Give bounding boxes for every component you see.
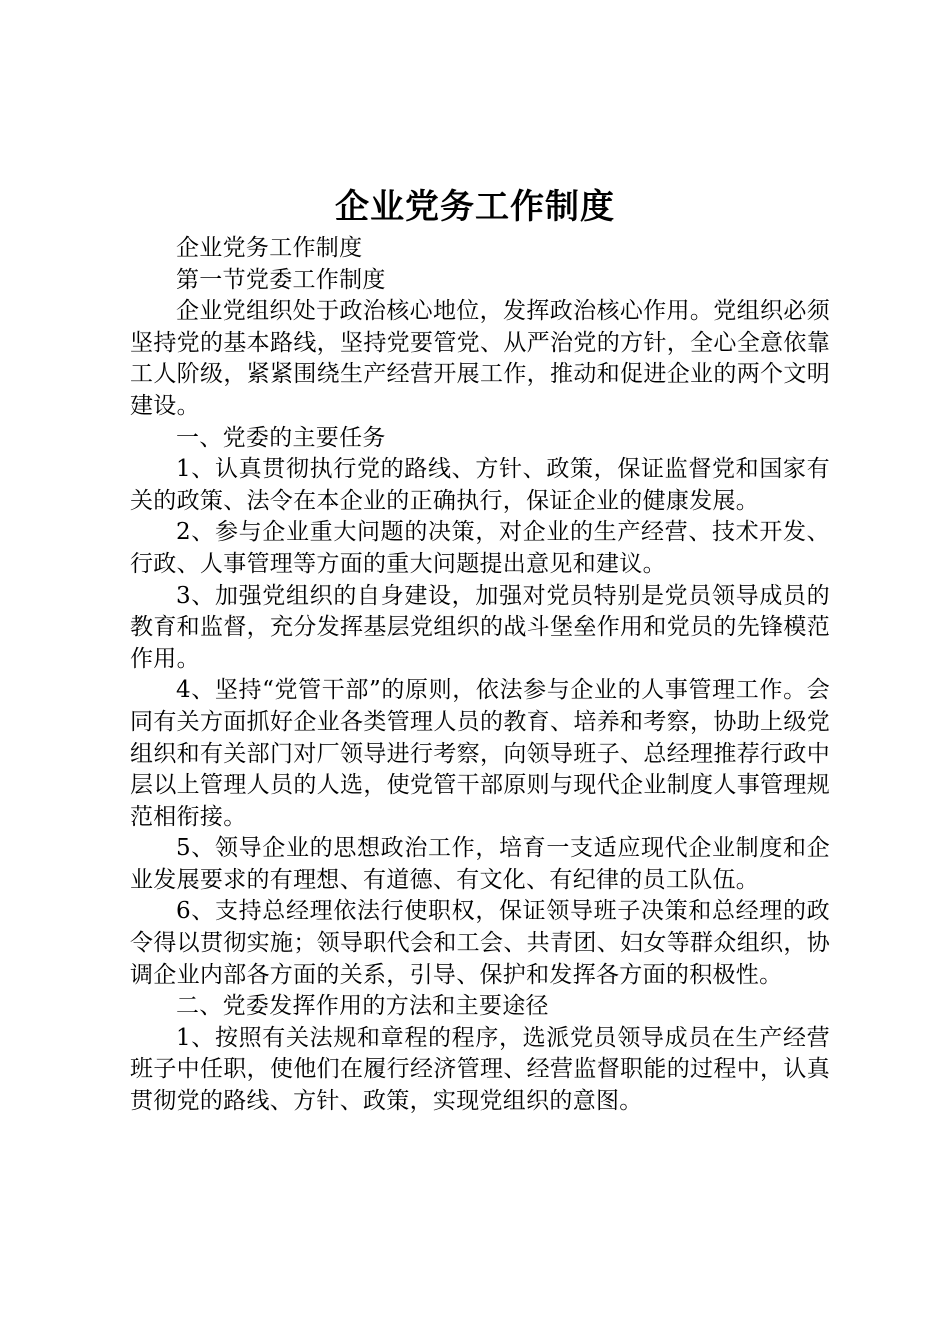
paragraph: 企业党组织处于政治核心地位，发挥政治核心作用。党组织必须坚持党的基本路线，坚持党要管党、从严治党的方针，全心全意依靠工人阶级，紧紧围绕生产经营开展工作，推动和促进企业的两个文明建设。 [130, 298, 830, 419]
list-item: 3、加强党组织的自身建设，加强对党员特别是党员领导成员的教育和监督，充分发挥基层党组织的战斗堡垒作用和党员的先锋模范作用。 [130, 582, 830, 672]
list-item: 1、按照有关法规和章程的程序，选派党员领导成员在生产经营班子中任职，使他们在履行经济管理、经营监督职能的过程中，认真贯彻党的路线、方针、政策，实现党组织的意图。 [130, 1024, 830, 1115]
paragraph: 企业党务工作制度 [176, 235, 363, 261]
section-heading: 第一节党委工作制度 [176, 266, 386, 293]
subsection-heading: 二、党委发挥作用的方法和主要途径 [176, 993, 549, 1020]
list-item: 6、支持总经理依法行使职权，保证领导班子决策和总经理的政令得以贯彻实施；领导职代会和工会、共青团、妇女等群众组织，协调企业内部各方面的关系，引导、保护和发挥各方面的积极性。 [130, 898, 830, 988]
list-item: 2、参与企业重大问题的决策，对企业的生产经营、技术开发、行政、人事管理等方面的重大问题提出意见和建议。 [130, 519, 830, 577]
subsection-heading: 一、党委的主要任务 [176, 424, 386, 451]
list-item: 5、领导企业的思想政治工作，培育一支适应现代企业制度和企业发展要求的有理想、有道德、有文化、有纪律的员工队伍。 [130, 835, 830, 893]
document-body [130, 233, 830, 1118]
list-item: 1、认真贯彻执行党的路线、方针、政策，保证监督党和国家有关的政策、法令在本企业的正确执行，保证企业的健康发展。 [130, 456, 830, 514]
document-title: 企业党务工作制度 [335, 187, 615, 227]
list-item: 4、坚持“党管干部”的原则，依法参与企业的人事管理工作。会同有关方面抓好企业各类管理人员的教育、培养和考察，协助上级党组织和有关部门对厂领导进行考察，向领导班子、总经理推荐行政中层以上管理人员的人选，使党管干部原则与现代企业制度人事管理规范相衔接。 [130, 677, 830, 830]
